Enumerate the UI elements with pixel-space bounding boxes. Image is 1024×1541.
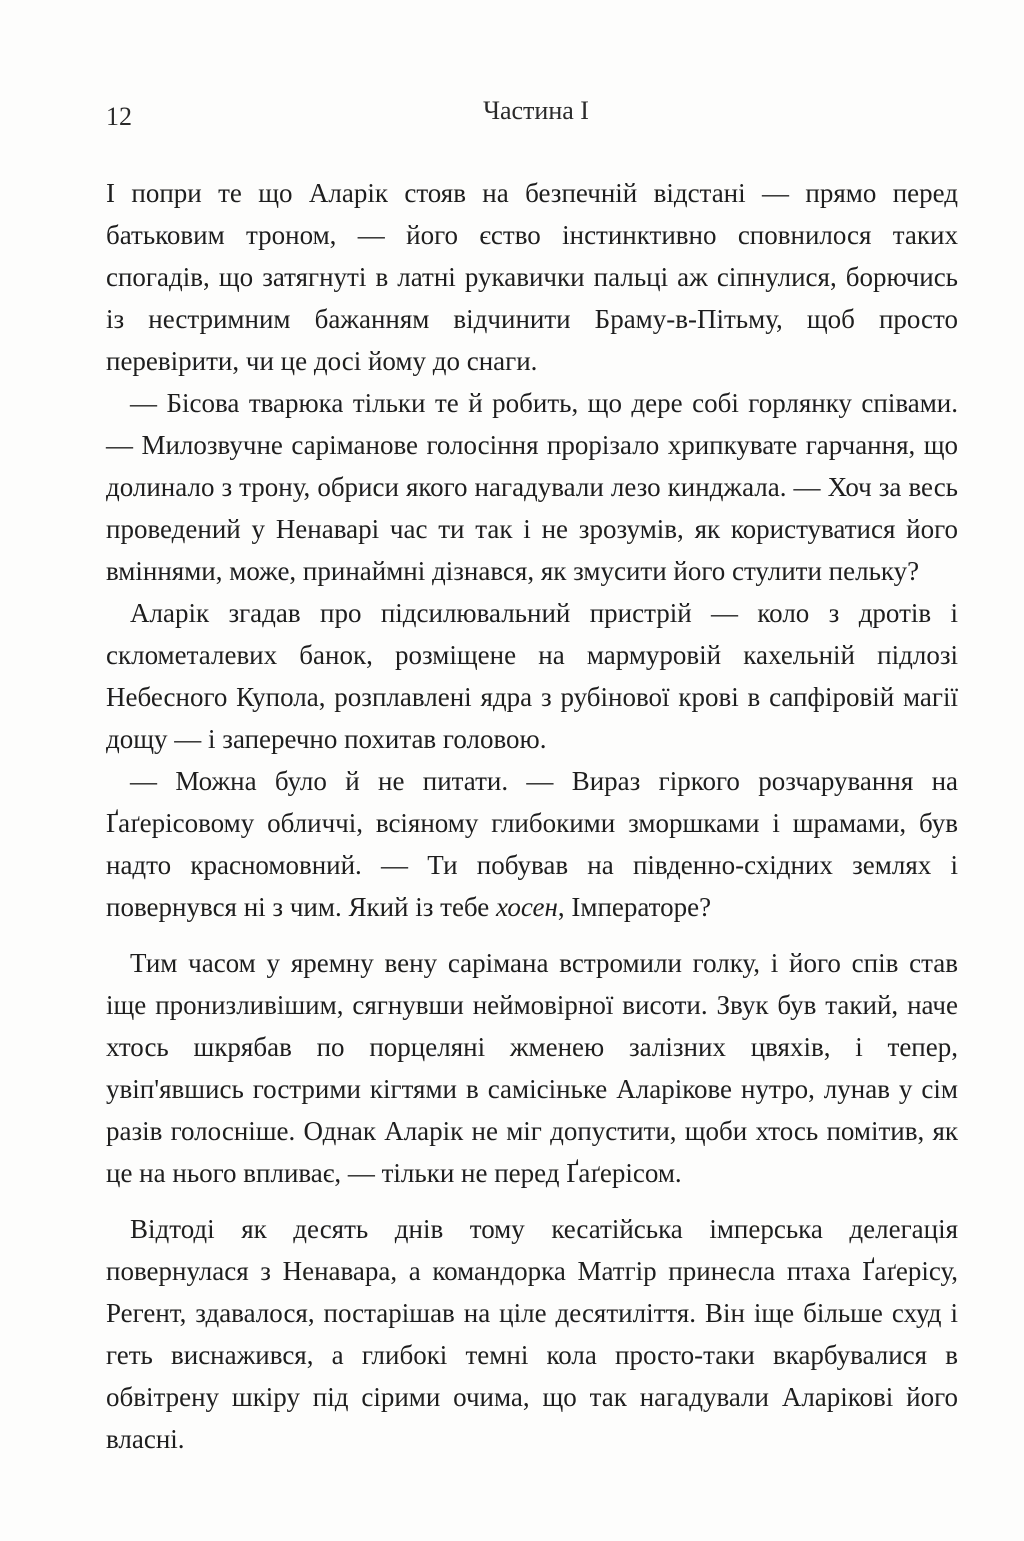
section-title: Частина І bbox=[483, 96, 589, 125]
paragraph-3: Аларік згадав про підсилювальний пристрій — коло з дротів і склометалевих банок, розміщене на мармуровій кахельній підлозі Небесного Купола, розплавлені ядра з рубінової крові в сапфіровій магії дощу — і заперечно похитав головою. bbox=[106, 598, 958, 754]
paragraph-6: Відтоді як десять днів тому кесатійська імперська делегація повернулася з Ненавара, а командорка Матгір принесла птаха Ґаґерісу, Регент, здавалося, постарішав на ціле десятиліття. Він іще більше схуд і геть виснажився, а глибокі темні кола просто-таки вкарбувалися в обвітрену шкіру під сірими очима, що так нагадували Аларікові його власні. bbox=[106, 1214, 958, 1454]
body-text bbox=[106, 172, 958, 1460]
paragraph-4 bbox=[106, 760, 958, 928]
paragraph-5: Тим часом у яремну вену сарімана встромили голку, і його спів став іще пронизливішим, сягнувши неймовірної висоти. Звук був такий, наче хтось шкрябав по порцеляні жменею залізних цвяхів, і тепер, увіп'явшись гострими кігтями в самісіньке Аларікове нутро, лунав у сім разів голосніше. Однак Аларік не міг допустити, щоби хтось помітив, як це на нього впливає, — тільки не перед Ґаґерісом. bbox=[106, 948, 958, 1188]
paragraph-1: І попри те що Аларік стояв на безпечній відстані — прямо перед батьковим троном, — його єство інстинктивно сповнилося таких спогадів, що затягнуті в латні рукавички пальці аж сіпнулися, борючись із нестримним бажанням відчинити Браму-в-Пітьму, щоб просто перевірити, чи це досі йому до снаги. bbox=[106, 178, 958, 376]
paragraph-2: — Бісова тварюка тільки те й робить, що дере собі горлянку співами. — Милозвучне саріманове голосіння прорізало хрипкувате гарчання, що долинало з трону, обриси якого нагадували лезо кинджала. — Хоч за весь проведений у Ненаварі час ти так і не зрозумів, як користуватися його вміннями, може, принаймні дізнався, як змусити його стулити пельку? bbox=[106, 388, 958, 586]
paragraph-4-text-a: — Можна було й не питати. — Вираз гіркого розчарування на Ґаґерісовому обличчі, всіяному глибокими зморшками і шрамами, був надто красномовний. — Ти побував на південно-східних землях і повернувся ні з чим. Який із тебе bbox=[106, 766, 958, 922]
paragraph-4-emphasis: хосен bbox=[496, 892, 558, 922]
running-head bbox=[106, 96, 966, 136]
paragraph-4-text-b: , Імператоре? bbox=[557, 892, 712, 922]
page-number: 12 bbox=[106, 102, 132, 131]
